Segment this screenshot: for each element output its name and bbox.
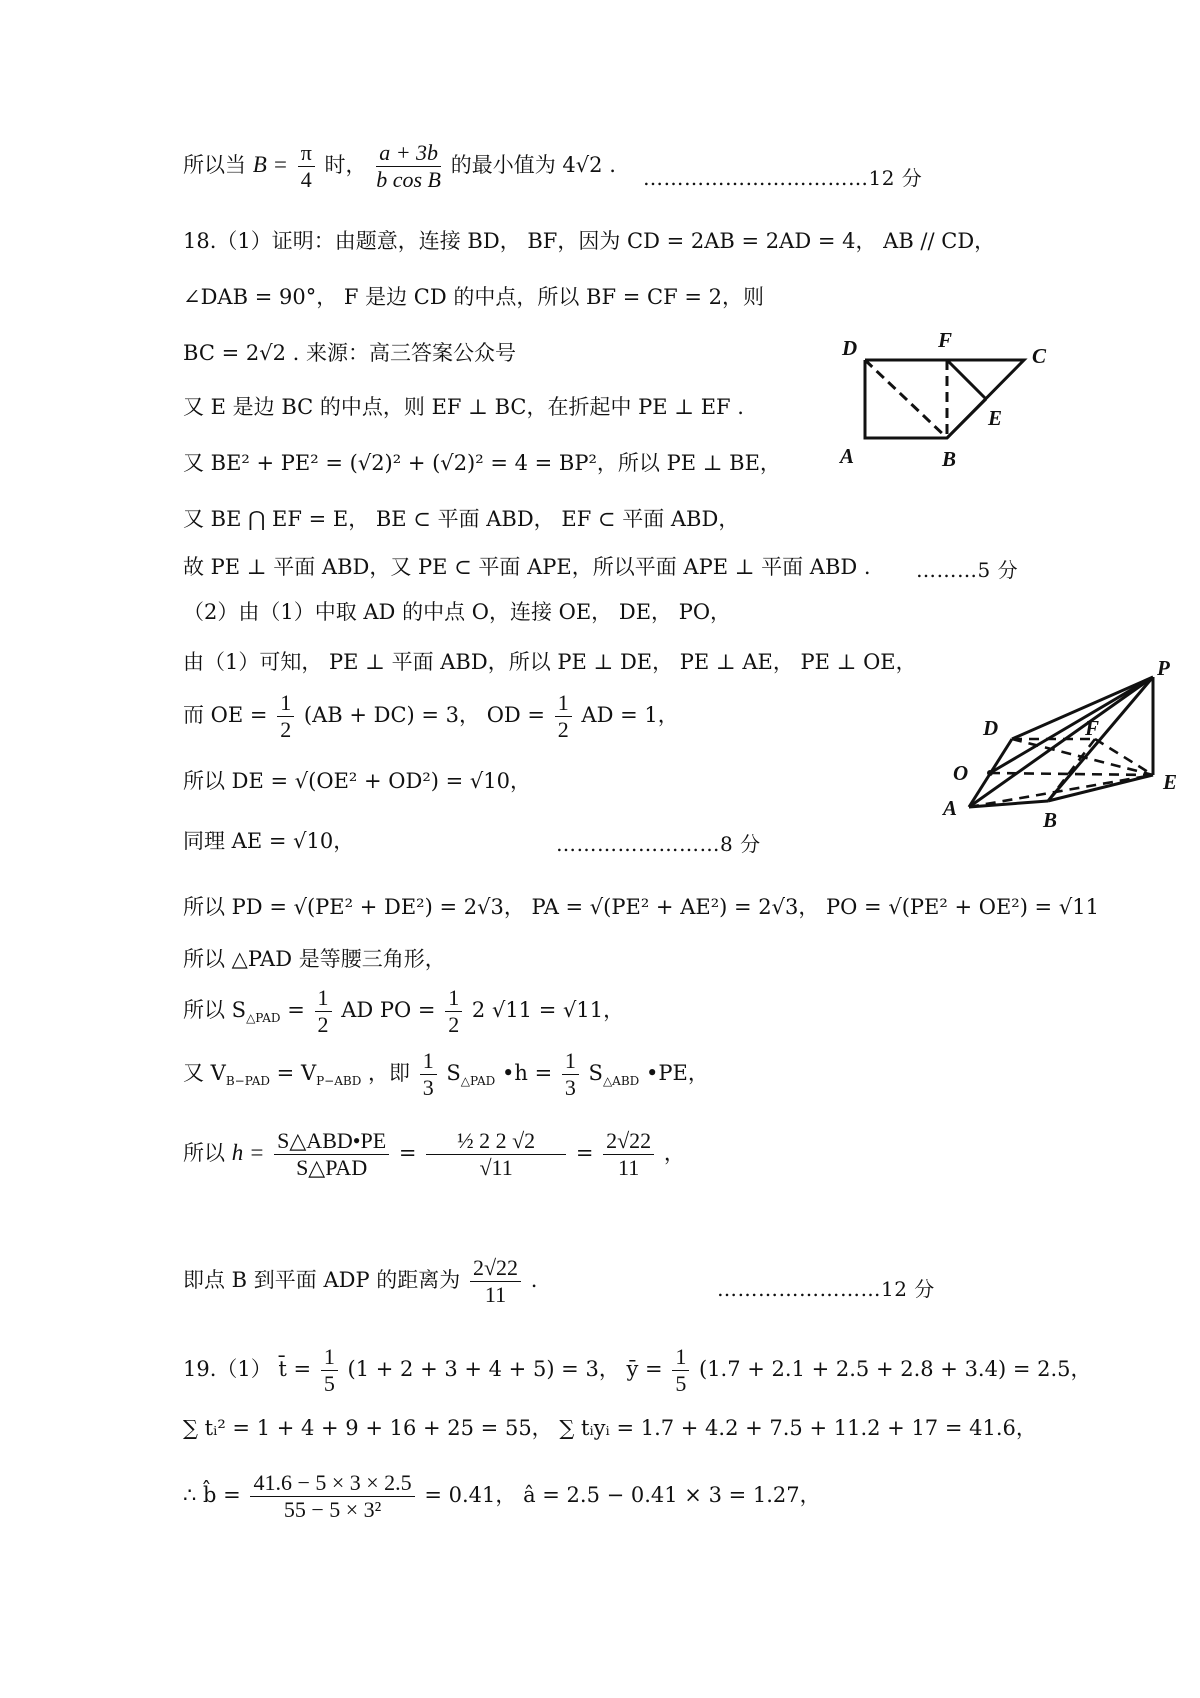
label-E: E: [1163, 770, 1178, 794]
line-8: 故 PE ⊥ 平面 ABD，又 PE ⊂ 平面 APE，所以平面 APE ⊥ 平面 ABD .: [183, 555, 871, 579]
fraction-b-hat: $\frac{41.6 - 5 \times 3 \times 2.5}{\text{55 − 5 × 3²}}$: [250, 1470, 414, 1523]
line-14: 所以 PD = √(PE² + DE²) = 2√3， PA = √(PE² + AE²) = 2√3， PO = √(PE² + OE²) = √11: [183, 895, 1099, 919]
score-12-a: ……………………………12 分: [643, 166, 923, 190]
fraction-h: $\frac{\text{S△ABD•PE}}{\text{S△PAD}}$: [274, 1128, 389, 1181]
score-12-b: ……………………12 分: [717, 1277, 935, 1301]
line-9: （2）由（1）中取 AD 的中点 O，连接 OE， DE， PO，: [183, 600, 732, 624]
line-20: 19.（1） t̄ = $\frac{1}{5}$ (1 + 2 + 3 + 4 + 5) = 3， ȳ = $\frac{1}{5}$ (1.7 + 2.1 + 2.5 + 2.8 + 3.4) = 2.5，: [183, 1344, 1092, 1396]
fraction-half: $\frac{1}{2}$: [315, 985, 332, 1038]
text: 的最小值为 4√2 .: [450, 153, 616, 177]
segment-BE: [947, 399, 986, 438]
fraction-half: $\frac{1}{2}$: [445, 985, 462, 1038]
label-F: F: [938, 328, 953, 352]
segment-AB: [969, 801, 1048, 807]
label-D: D: [842, 336, 858, 360]
segment-AE: [969, 775, 1153, 807]
fraction-numeric: $\frac{\text{½ 2 2 √2}}{√11}$: [426, 1128, 566, 1181]
line-7: 又 BE ⋂ EF = E， BE ⊂ 平面 ABD， EF ⊂ 平面 ABD，: [183, 507, 740, 531]
fraction-pi-4: $\frac{\pi}{4}$: [298, 140, 315, 193]
label-E: E: [988, 406, 1003, 430]
fraction-half: $\frac{1}{2}$: [277, 690, 294, 743]
label-B: B: [942, 447, 957, 471]
line-10: 由（1）可知， PE ⊥ 平面 ABD，所以 PE ⊥ DE， PE ⊥ AE， PE ⊥ OE，: [183, 650, 917, 674]
segment-FE: [1095, 739, 1153, 775]
line-12: 所以 DE = √(OE² + OD²) = √10，: [183, 769, 531, 793]
line-21: ∑ tᵢ² = 1 + 4 + 9 + 16 + 25 = 55， ∑ tᵢyᵢ = 1.7 + 4.2 + 7.5 + 11.2 + 17 = 41.6，: [183, 1416, 1037, 1440]
line-18: 所以 h = $\frac{\text{S△ABD•PE}}{\text{S△PAD}}$ = $\frac{\text{½ 2 2 √2}}{√11}$ = $\frac{2√22}{11}$ ，: [183, 1128, 685, 1180]
line-6: 又 BE² + PE² = (√2)² + (√2)² = 4 = BP²，所以 PE ⊥ BE，: [183, 451, 781, 475]
score-8: ……………………8 分: [556, 832, 761, 856]
line-1: [183, 140, 616, 193]
text: 所以当: [183, 153, 246, 177]
fraction-half: $\frac{1}{2}$: [555, 690, 572, 743]
fraction-distance: $\frac{2√22}{11}$: [470, 1255, 521, 1308]
segment-FE: [947, 360, 986, 399]
text: 时，: [324, 153, 367, 177]
segment-DP: [1012, 677, 1153, 739]
fraction-third: $\frac{1}{3}$: [562, 1048, 579, 1101]
line-5: 又 E 是边 BC 的中点，则 EF ⊥ BC，在折起中 PE ⊥ EF .: [183, 395, 744, 419]
label-B: B: [1043, 808, 1058, 832]
fraction-fifth: $\frac{1}{5}$: [672, 1344, 689, 1397]
label-A: A: [840, 444, 855, 468]
point-O: [987, 770, 993, 776]
line-19: 即点 B 到平面 ADP 的距离为 $\frac{2√22}{11}$ .: [183, 1255, 538, 1307]
line-15: 所以 △PAD 是等腰三角形，: [183, 947, 446, 971]
label-F: F: [1085, 716, 1100, 740]
line-3: ∠DAB = 90°， F 是边 CD 的中点，所以 BF = CF = 2，则: [183, 285, 764, 309]
line-2: 18.（1）证明：由题意，连接 BD， BF，因为 CD = 2AB = 2AD = 4， AB // CD，: [183, 229, 996, 253]
math: B =: [252, 152, 289, 177]
label-D: D: [983, 716, 999, 740]
line-22: ∴ b̂ = $\frac{41.6 - 5 \times 3 \times 2.5}{\text{55 − 5 × 3²}}$ = 0.41， â = 2.5 − 0.41 × 3 = 1.27，: [183, 1470, 821, 1522]
fraction-expression: $\frac{a + 3b}{\text{b cos B}}$: [376, 140, 441, 192]
line-16: 所以 $S_{\triangle PAD}$ = $\frac{1}{2}$ AD PO = $\frac{1}{2}$ 2 √11 = √11，: [183, 985, 625, 1037]
label-A: A: [943, 796, 958, 820]
pyramid-figure: [935, 655, 1180, 845]
label-C: C: [1032, 344, 1047, 368]
line-11: 而 OE = $\frac{1}{2}$ (AB + DC) = 3， OD = $\frac{1}{2}$ AD = 1，: [183, 690, 679, 742]
line-13: 同理 AE = √10，: [183, 829, 355, 853]
line-17: 又 $V_{B-PAD} = V_{P-ABD}$ ，即 $\frac{1}{3}$ $S_{\triangle PAD}$ •h = $\frac{1}{3}$ $S_{\triangle ABD}$ •PE，: [183, 1048, 709, 1100]
fraction-result: $\frac{2√22}{11}$: [603, 1128, 654, 1181]
label-O: O: [953, 761, 969, 785]
fraction-third: $\frac{1}{3}$: [420, 1048, 437, 1101]
fraction-fifth: $\frac{1}{5}$: [321, 1344, 338, 1397]
segment-DB: [865, 360, 947, 438]
label-P: P: [1157, 656, 1170, 680]
score-5: ………5 分: [916, 558, 1019, 582]
line-4: BC = 2√2 . 来源：高三答案公众号: [183, 341, 516, 365]
trapezoid-figure: [830, 325, 1070, 475]
